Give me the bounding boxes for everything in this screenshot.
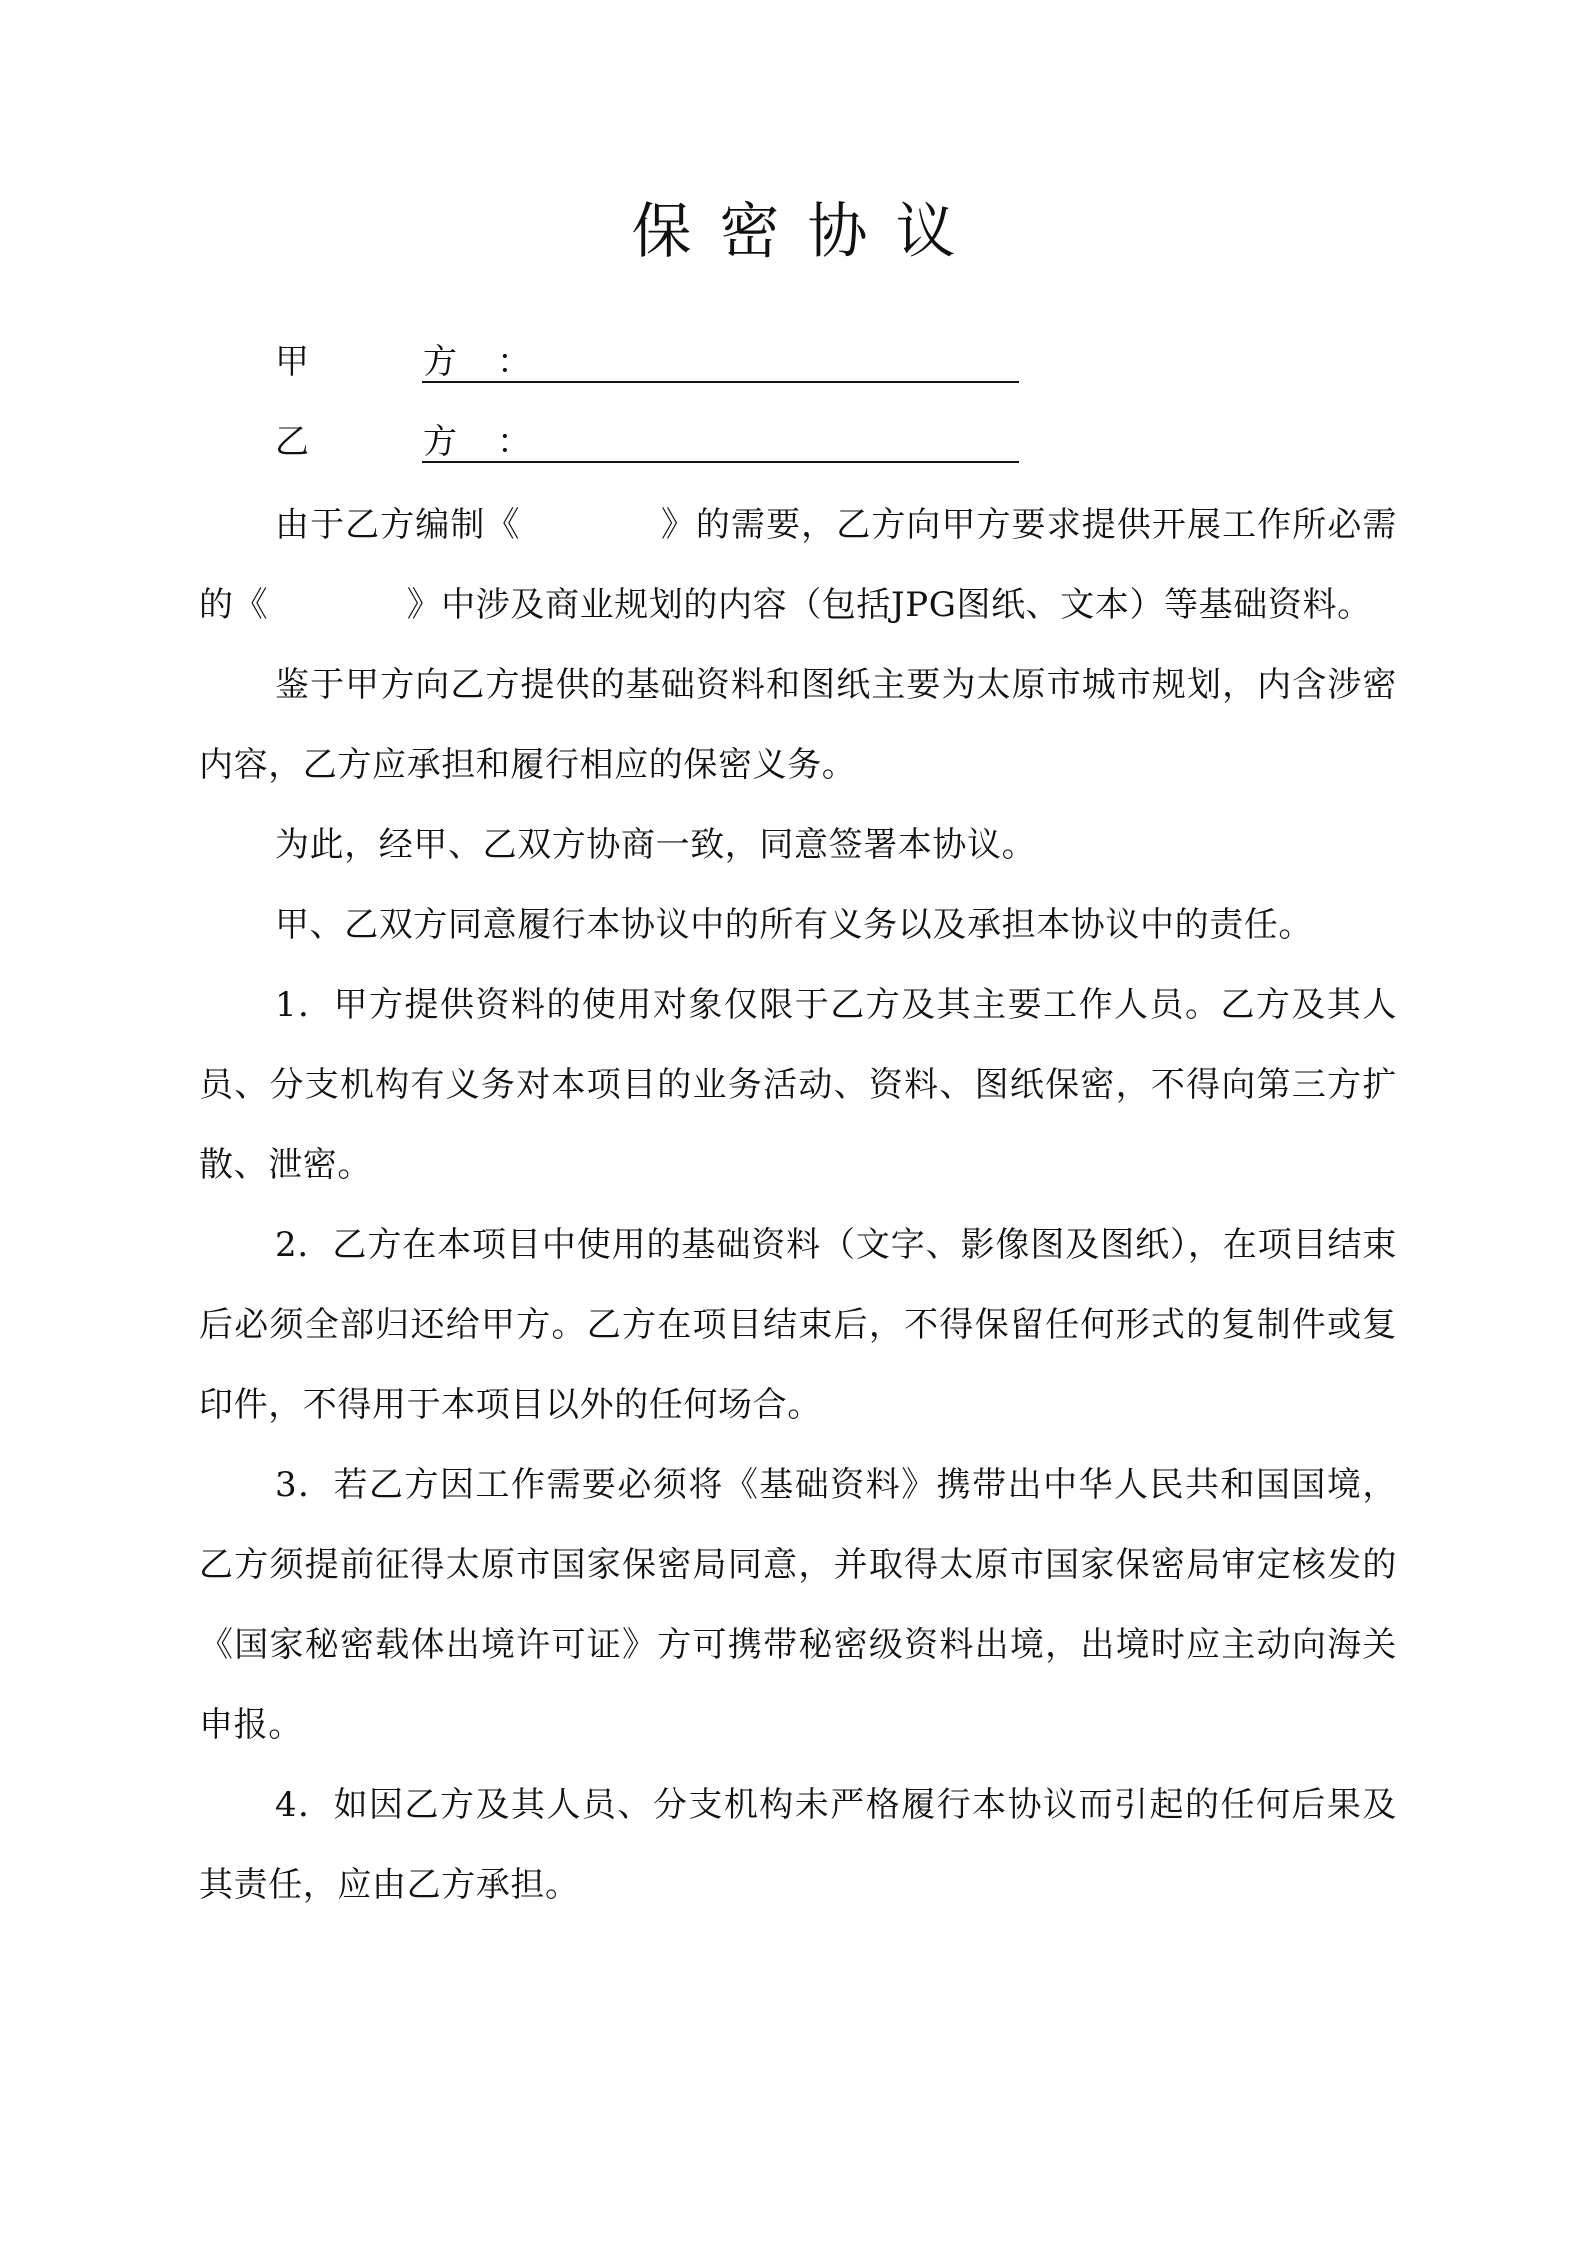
document-title: 保密协议 xyxy=(631,197,984,267)
party-a-colon: ： xyxy=(497,342,531,382)
party-b-label: 乙 方 xyxy=(275,422,497,462)
clause-2: 2．乙方在本项目中使用的基础资料（文字、影像图及图纸），在项目结束后必须全部归还给甲方。乙方在项目结束后，不得保留任何形式的复制件或复印件，不得用于本项目以外的任何场合。 xyxy=(199,1225,1397,1425)
paragraph-agreement: 为此，经甲、乙双方协商一致，同意签署本协议。 xyxy=(275,825,1037,865)
clause-3: 3．若乙方因工作需要必须将《基础资料》携带出中华人民共和国国境，乙方须提前征得太原市国家保密局同意，并取得太原市国家保密局审定核发的《国家秘密载体出境许可证》方可携带秘密级资料出境，出境时应主动向海关申报。 xyxy=(199,1465,1397,1745)
agreement-body xyxy=(199,485,1397,1925)
party-a-line xyxy=(275,332,531,392)
clause-4: 4．如因乙方及其人员、分支机构未严格履行本协议而引起的任何后果及其责任，应由乙方承担。 xyxy=(199,1785,1397,1905)
party-b-colon: ： xyxy=(497,422,531,462)
paragraph-background: 鉴于甲方向乙方提供的基础资料和图纸主要为太原市城市规划，内含涉密内容，乙方应承担和履行相应的保密义务。 xyxy=(199,665,1397,785)
clause-1: 1．甲方提供资料的使用对象仅限于乙方及其主要工作人员。乙方及其人员、分支机构有义务对本项目的业务活动、资料、图纸保密，不得向第三方扩散、泄密。 xyxy=(199,985,1397,1185)
party-a-blank-line xyxy=(422,381,1019,383)
paragraph-obligations: 甲、乙双方同意履行本协议中的所有义务以及承担本协议中的责任。 xyxy=(275,905,1313,945)
party-a-label: 甲 方 xyxy=(275,342,497,382)
party-b-line xyxy=(275,412,531,472)
party-b-blank-line xyxy=(422,461,1019,463)
paragraph-purpose: 由于乙方编制《 》的需要，乙方向甲方要求提供开展工作所必需的《 》中涉及商业规划的内容（包括JPG图纸、文本）等基础资料。 xyxy=(199,505,1397,625)
